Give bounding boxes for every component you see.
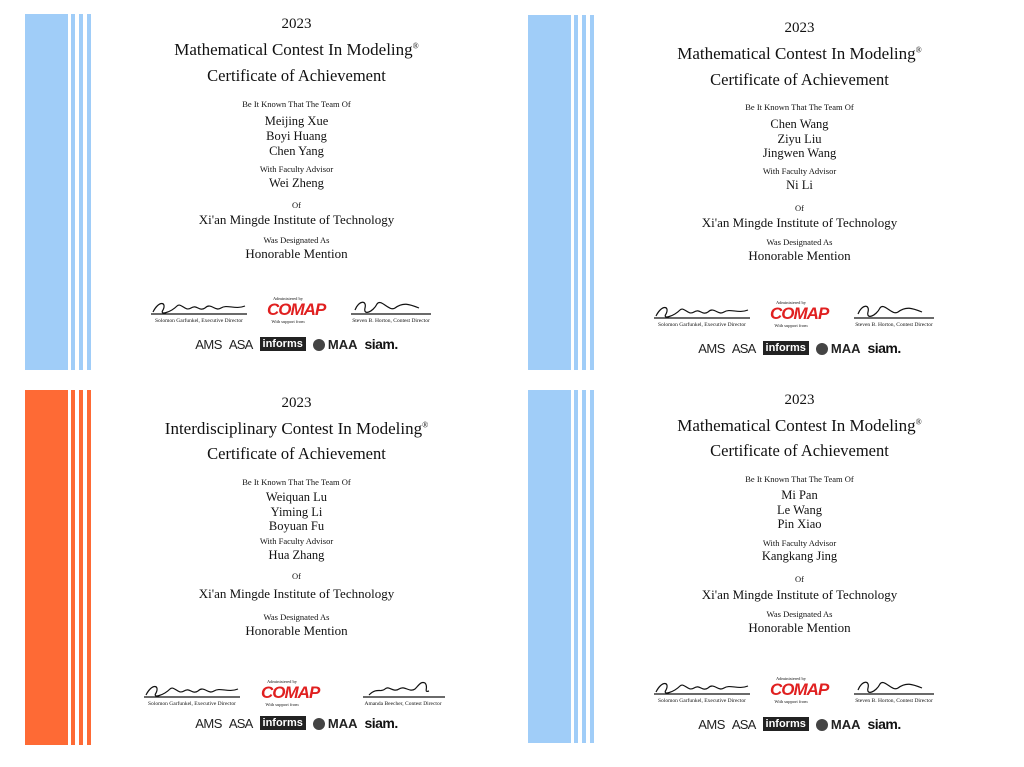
designated-label: Was Designated As [263,235,330,245]
contest-name: Interdisciplinary Contest In Modeling® [164,419,429,438]
signature-left [652,676,752,704]
contest-year: 2023 [281,16,312,32]
faculty-advisor: Kangkang Jing [761,549,838,563]
signature-left-caption: Solomon Garfunkel, Executive Director [658,322,746,328]
certificate-body [600,15,999,370]
contest-name: Mathematical Contest In Modeling® [677,416,922,435]
designated-label: Was Designated As [263,612,330,622]
maa-seal-icon [313,718,325,730]
signature-left-caption: Solomon Garfunkel, Executive Director [658,698,746,704]
signature-left [142,679,242,707]
signature-right-caption: Steven B. Horton, Contest Director [352,318,430,324]
signature-left [149,296,249,324]
decorative-stripes [25,14,97,370]
certificate-title: Certificate of Achievement [207,66,386,85]
comap-logo: COMAP [770,304,829,323]
ams-logo: AMS [698,716,725,732]
asa-logo: ASA [731,716,756,732]
comap-support-text: With support from [774,699,808,704]
signature-left-caption: Solomon Garfunkel, Executive Director [155,318,243,324]
siam-logo: siam. [867,716,901,732]
team-member-1: Meijing Xue [264,114,329,128]
of-label: Of [292,200,301,210]
signature-right [852,300,936,328]
comap-admin-text: Administered by [775,676,807,681]
certificate-body [97,14,496,370]
comap-logo: COMAP [267,300,326,319]
team-member-1: Chen Wang [770,117,829,131]
siam-logo: siam. [364,715,398,731]
certificate-mcm-3 [528,390,999,743]
advisor-label: With Faculty Advisor [259,164,334,174]
maa-seal-icon [313,339,325,351]
certificate-footer [600,676,999,743]
designation: Honorable Mention [748,620,851,635]
certificate-footer [600,300,999,370]
siam-logo: siam. [364,336,398,352]
team-member-2: Le Wang [777,503,822,517]
asa-logo: ASA [228,336,253,352]
institution-name: Xi'an Mingde Institute of Technology [198,586,395,601]
certificate-title: Certificate of Achievement [207,444,386,463]
signature-right [349,296,433,324]
designated-label: Was Designated As [766,237,833,247]
certificate-footer [97,296,496,366]
faculty-advisor: Ni Li [786,178,813,192]
asa-logo: ASA [731,340,756,356]
comap-admin-text: Administered by [266,679,298,684]
faculty-advisor: Hua Zhang [268,548,325,562]
informs-logo: informs [260,337,306,351]
certificate-icm [25,390,496,745]
comap-admin-text: Administered by [775,300,807,305]
institution-name: Xi'an Mingde Institute of Technology [198,212,395,227]
siam-logo: siam. [867,340,901,356]
maa-seal-icon [816,719,828,731]
maa-logo: MAA [313,337,358,352]
comap-logo: COMAP [261,683,320,702]
designation: Honorable Mention [245,623,348,638]
ams-logo: AMS [698,340,725,356]
of-label: Of [795,574,804,584]
sponsor-logos [600,716,999,732]
sponsor-logos [97,715,496,731]
team-member-2: Boyi Huang [266,129,327,143]
comap-support-text: With support from [271,319,305,324]
be-it-known-label: Be It Known That The Team Of [242,477,351,487]
comap-admin-text: Administered by [272,296,304,301]
comap-block [770,676,829,704]
signature-right-caption: Amanda Beecher, Contest Director [364,701,442,707]
be-it-known-label: Be It Known That The Team Of [745,102,854,112]
institution-name: Xi'an Mingde Institute of Technology [701,215,898,230]
certificate-mcm-2 [528,15,999,370]
decorative-stripes [528,390,600,743]
team-member-3: Chen Yang [269,144,324,158]
signature-right [359,679,447,707]
comap-block [261,679,320,707]
signature-left-caption: Solomon Garfunkel, Executive Director [148,701,236,707]
advisor-label: With Faculty Advisor [259,536,334,546]
certificate-footer [97,679,496,745]
maa-logo: MAA [816,341,861,356]
be-it-known-label: Be It Known That The Team Of [242,99,351,109]
team-member-1: Weiquan Lu [265,490,328,504]
advisor-label: With Faculty Advisor [762,166,837,176]
of-label: Of [292,571,301,581]
certificate-mcm-1 [25,14,496,370]
maa-logo: MAA [313,716,358,731]
be-it-known-label: Be It Known That The Team Of [745,474,854,484]
informs-logo: informs [260,716,306,730]
signature-right [852,676,936,704]
comap-support-text: With support from [774,323,808,328]
certificate-title: Certificate of Achievement [710,441,889,460]
team-member-2: Yiming Li [270,505,323,519]
informs-logo: informs [763,341,809,355]
asa-logo: ASA [228,715,253,731]
advisor-label: With Faculty Advisor [762,538,837,548]
informs-logo: informs [763,717,809,731]
decorative-stripes [528,15,600,370]
contest-name: Mathematical Contest In Modeling® [174,40,419,59]
certificate-body [600,390,999,743]
team-member-1: Mi Pan [781,488,818,502]
contest-year: 2023 [784,392,815,408]
sponsor-logos [97,336,496,352]
ams-logo: AMS [195,715,222,731]
faculty-advisor: Wei Zheng [269,176,324,190]
sponsor-logos [600,340,999,356]
ams-logo: AMS [195,336,222,352]
comap-block [267,296,326,324]
certificate-body [97,390,496,745]
certificate-title: Certificate of Achievement [710,70,889,89]
designation: Honorable Mention [245,246,348,261]
designated-label: Was Designated As [766,609,833,619]
team-member-2: Ziyu Liu [777,132,822,146]
signature-right-caption: Steven B. Horton, Contest Director [855,698,933,704]
team-member-3: Boyuan Fu [268,519,325,533]
contest-year: 2023 [784,20,815,36]
contest-year: 2023 [281,395,312,411]
of-label: Of [795,203,804,213]
signature-left [652,300,752,328]
signature-right-caption: Steven B. Horton, Contest Director [855,322,933,328]
contest-name: Mathematical Contest In Modeling® [677,44,922,63]
maa-seal-icon [816,343,828,355]
comap-support-text: With support from [265,702,299,707]
maa-logo: MAA [816,717,861,732]
institution-name: Xi'an Mingde Institute of Technology [701,587,898,602]
designation: Honorable Mention [748,248,851,263]
team-member-3: Jingwen Wang [762,146,837,160]
team-member-3: Pin Xiao [777,517,822,531]
decorative-stripes [25,390,97,745]
comap-block [770,300,829,328]
comap-logo: COMAP [770,680,829,699]
